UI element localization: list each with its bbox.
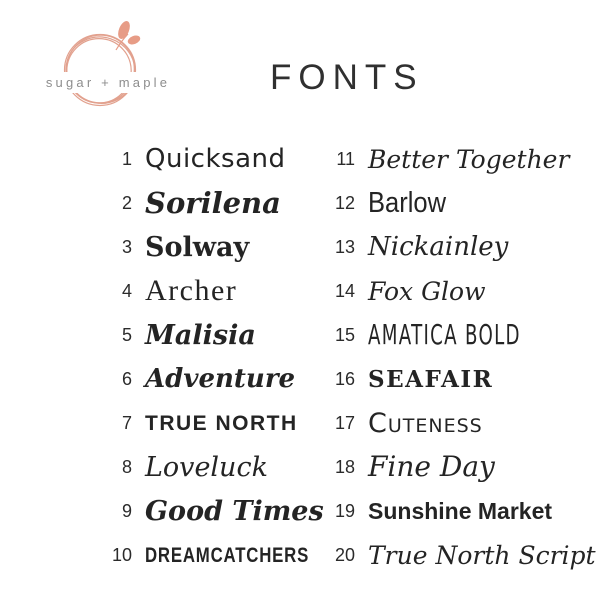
font-sample-label: TRUE NORTH [145, 411, 298, 435]
font-sample-label: Archer [145, 274, 238, 307]
font-sample-label: SEAFAIR [368, 365, 494, 393]
font-sample-row [285, 181, 600, 225]
font-number: 14 [334, 280, 355, 301]
font-number: 2 [121, 192, 132, 213]
font-sample-label: True North Script [368, 540, 596, 570]
font-sample-row [285, 445, 600, 489]
brand-logo [45, 20, 171, 120]
font-sample-row [285, 533, 600, 577]
font-number: 20 [334, 544, 355, 565]
font-number: 13 [334, 236, 355, 257]
font-number: 12 [334, 192, 355, 213]
font-sample-label: Loveluck [145, 451, 268, 483]
font-number: 6 [121, 368, 132, 389]
font-sample-row [285, 357, 600, 401]
font-sample-label: Better Together [368, 144, 570, 174]
font-sample-label: Quicksand [145, 144, 286, 174]
font-sample-row [285, 137, 600, 181]
font-sample-label: Solway [145, 231, 250, 263]
font-number: 11 [336, 148, 355, 169]
font-sample-label: Malisia [145, 319, 256, 351]
font-sample-row [285, 401, 600, 445]
font-number: 10 [111, 544, 132, 565]
font-sample-label: Sorilena [145, 185, 281, 220]
font-number: 17 [334, 412, 355, 433]
font-number: 16 [334, 368, 355, 389]
font-sample-row [285, 225, 600, 269]
font-sample-label: AMATICA BOLD [368, 318, 521, 351]
page-title: FONTS [270, 58, 424, 97]
font-sample-row [285, 489, 600, 533]
font-number: 3 [121, 236, 132, 257]
font-sample-label: Fine Day [368, 450, 495, 483]
font-sample-row [285, 313, 600, 357]
font-number: 9 [121, 500, 132, 521]
font-sample-label: Barlow [368, 186, 447, 219]
font-number: 19 [334, 500, 355, 521]
font-sample-label: Cuteness [368, 407, 483, 439]
circle-wreath-icon [50, 20, 150, 120]
font-sample-label: Nickainley [368, 232, 509, 262]
font-sample-label: Good Times [145, 495, 324, 527]
font-list-column-right [285, 137, 600, 577]
font-sample-row [285, 269, 600, 313]
font-sample-label: Adventure [145, 364, 296, 394]
font-number: 18 [334, 456, 355, 477]
font-number: 7 [121, 412, 132, 433]
font-sample-label: Fox Glow [368, 276, 486, 306]
font-number: 8 [121, 456, 132, 477]
font-number: 1 [121, 148, 132, 169]
font-number: 5 [121, 324, 132, 345]
brand-name: sugar + maple [42, 72, 174, 93]
font-sample-label: Sunshine Market [368, 497, 553, 524]
font-number: 15 [334, 324, 355, 345]
font-number: 4 [121, 280, 132, 301]
font-sample-label: DREAMCATCHERS [145, 543, 310, 567]
